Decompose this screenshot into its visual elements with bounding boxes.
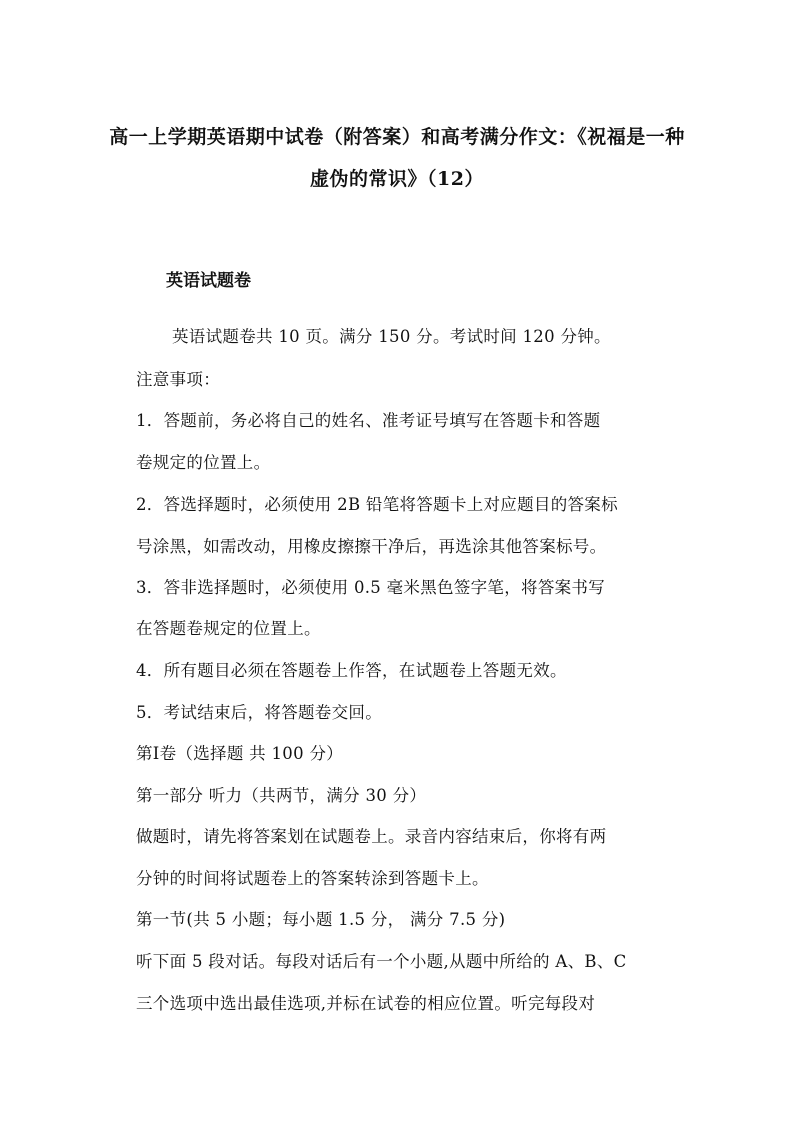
listening-instruction-line-2: 分钟的时间将试题卷上的答案转涂到答题卡上。 [136,869,489,888]
part-one-heading: 第Ⅰ卷（选择题 共 100 分） [136,744,344,763]
note-5: 5．考试结束后，将答题卷交回。 [136,703,382,722]
note-2-line-2: 号涂黑，如需改动，用橡皮擦擦干净后，再选涂其他答案标号。 [136,537,607,556]
listening-section-heading: 第一部分 听力（共两节，满分 30 分） [136,786,427,805]
note-1-line-2: 卷规定的位置上。 [136,453,271,472]
section-one-instruction-line-1: 听下面 5 段对话。每段对话后有一个小题,从题中所给的 A、B、C [136,952,627,971]
notes-heading: 注意事项： [136,370,220,389]
note-4: 4．所有题目必须在答题卷上作答，在试题卷上答题无效。 [136,661,567,680]
listening-instruction-line-1: 做题时，请先将答案划在试题卷上。录音内容结束后，你将有两 [136,827,607,846]
document-title-line-1: 高一上学期英语期中试卷（附答案）和高考满分作文：《祝福是一种 [109,126,685,148]
exam-info-line: 英语试题卷共 10 页。满分 150 分。考试时间 120 分钟。 [172,327,611,346]
note-1-line-1: 1．答题前，务必将自己的姓名、准考证号填写在答题卡和答题 [136,411,601,430]
section-one-instruction-line-2: 三个选项中选出最佳选项,并标在试卷的相应位置。听完每段对 [136,994,596,1013]
document-title-line-2: 虚伪的常识》（12） [310,168,484,190]
note-3-line-1: 3．答非选择题时，必须使用 0.5 毫米黑色签字笔，将答案书写 [136,578,606,597]
section-heading: 英语试题卷 [166,271,251,291]
section-one-heading: 第一节(共 5 小题；每小题 1.5 分， 满分 7.5 分) [136,910,506,929]
note-3-line-2: 在答题卷规定的位置上。 [136,619,321,638]
note-2-line-1: 2．答选择题时，必须使用 2B 铅笔将答题卡上对应题目的答案标 [136,495,618,514]
